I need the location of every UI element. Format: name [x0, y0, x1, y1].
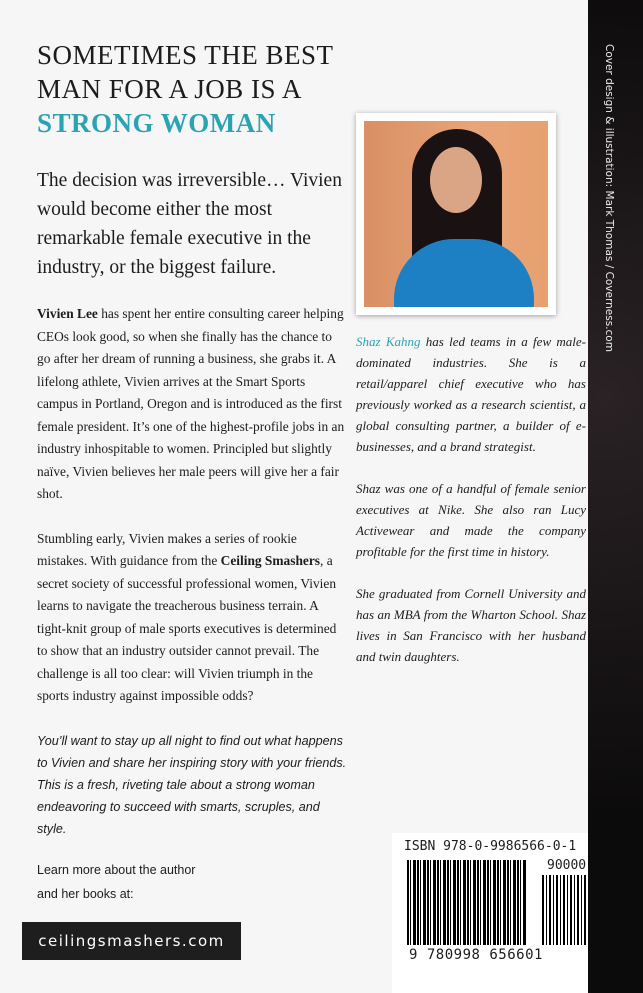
learn-more — [37, 858, 195, 906]
text: and her books at: — [37, 887, 134, 901]
society-name: Ceiling Smashers — [220, 553, 320, 568]
text: Learn more about the author — [37, 863, 196, 877]
headline-line: MAN FOR A JOB IS A — [37, 74, 302, 104]
synopsis-paragraph — [37, 528, 347, 708]
author-bio — [356, 331, 586, 688]
author-photo — [356, 113, 556, 315]
text: , a secret society of successful professional women, Vivien learns to navigate the treacherous business terrain. A tight-knit group of male sports executives is determined to show that an industry outsider cannot prevail. The challenge is all too clear: will Vivien triumph in the sports industry against impossible odds? — [37, 553, 337, 703]
synopsis-paragraph — [37, 303, 347, 506]
protagonist-name: Vivien Lee — [37, 306, 98, 321]
bio-paragraph: Shaz was one of a handful of female senior executives at Nike. She also ran Lucy Activewear and made the company profitable for the first time in history. — [356, 481, 586, 559]
author-name: Shaz Kahng — [356, 334, 421, 349]
website-link[interactable]: ceilingsmashers.com — [22, 922, 241, 960]
headline-accent: STRONG WOMAN — [37, 108, 276, 138]
synopsis — [37, 303, 347, 862]
price-bars — [542, 875, 588, 945]
spine — [588, 0, 643, 993]
cover-credit: Cover design & illustration: Mark Thomas / Coverness.com — [603, 44, 615, 352]
text: has led teams in a few male-dominated industries. She is a retail/apparel chief executive who has previously worked as a research scientist, a global consulting partner, a builder of e-businesses, and a brand strategist. — [356, 334, 586, 454]
text: has spent her entire consulting career helping CEOs look good, so when she finally has the chance to go after her dream of running a business, she grabs it. A lifelong athlete, Vivien arrives at the Smart Sports campus in Portland, Oregon and is introduced as the first female president. It’s one of the highest-profile jobs in an industry inhospitable to women. Principled but slightly naïve, Vivien believes her male peers will give her a fair shot. — [37, 306, 345, 501]
bio-paragraph: She graduated from Cornell University and has an MBA from the Wharton School. Shaz lives in San Francisco with her husband and twin daughters. — [356, 586, 586, 664]
isbn-text: ISBN 978-0-9986566-0-1 — [404, 839, 577, 854]
headline — [37, 38, 334, 140]
intro-text: The decision was irreversible… Vivien would become either the most remarkable female executive in the industry, or the biggest failure. — [37, 170, 342, 278]
barcode — [392, 833, 588, 993]
ean-text: 9 780998 656601 — [409, 947, 543, 963]
bio-paragraph — [356, 331, 586, 457]
text: Stumbling early, Vivien makes a series of rookie mistakes. With guidance from the — [37, 530, 297, 568]
price-code: 90000 — [547, 858, 587, 873]
barcode-bars — [407, 860, 527, 945]
headline-line: SOMETIMES THE BEST — [37, 40, 334, 70]
synopsis-tagline: You’ll want to stay up all night to find out what happens to Vivien and share her inspiring story with your friends. This is a fresh, riveting tale about a strong woman endeavoring to succeed with smarts, scruples, and style. — [37, 733, 347, 836]
